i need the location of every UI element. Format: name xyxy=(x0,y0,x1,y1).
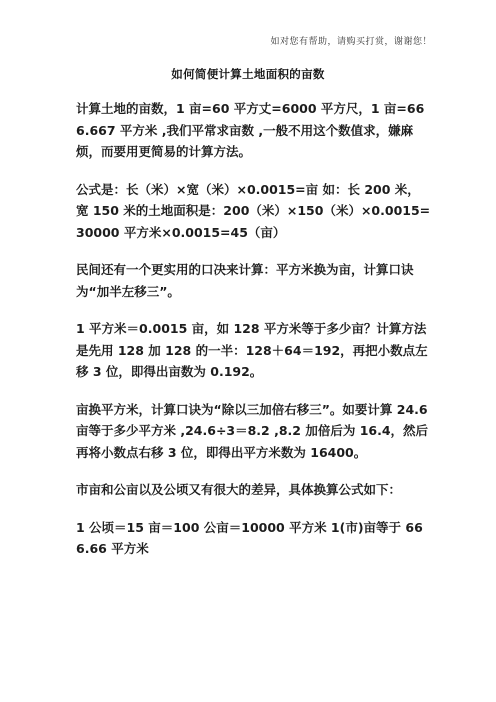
header-note: 如对您有帮助，请购买打赏，谢谢您！ xyxy=(270,37,432,47)
paragraph-folk-mnemonic: 民间还有一个更实用的口决来计算：平方米换为亩，计算口诀为“加半左移三”。 xyxy=(76,262,414,299)
paragraph-mu-to-sqm-example: 亩换平方米，计算口诀为“除以三加倍右移三”。如要计算 24.6 亩等于多少平方米 ,24.6÷3＝8.2 ,8.2 加倍后为 16.4，然后再将小数点右移 3 位，即得出平方米数为 16400。 xyxy=(76,401,429,460)
paragraph-conversion-formula: 1 公顷＝15 亩＝100 公亩＝10000 平方米 1(市)亩等于 666.66 平方米 xyxy=(76,519,423,556)
document-body xyxy=(76,98,432,576)
paragraph-unit-definition: 计算土地的亩数，1 亩=60 平方丈=6000 平方尺，1 亩=666.667 平方米 ,我们平常求亩数 ,一般不用这个数值求，嫌麻烦，而要用更简易的计算方法。 xyxy=(76,101,425,159)
document-title: 如何简便计算土地面积的亩数 xyxy=(171,67,325,81)
paragraph-formula: 公式是：长（米）×宽（米）×0.0015=亩 如：长 200 米，宽 150 米的土地面积是：200（米）×150（米）×0.0015=30000 平方米×0.0015=45（亩） xyxy=(76,181,431,240)
paragraph-sqm-to-mu-example: 1 平方米＝0.0015 亩，如 128 平方米等于多少亩？计算方法是先用 128 加 128 的一半：128＋64＝192，再把小数点左移 3 位，即得出亩数为 0.192。 xyxy=(76,321,428,379)
paragraph-conversion-intro: 市亩和公亩以及公顷又有很大的差异，具体换算公式如下： xyxy=(76,482,402,497)
